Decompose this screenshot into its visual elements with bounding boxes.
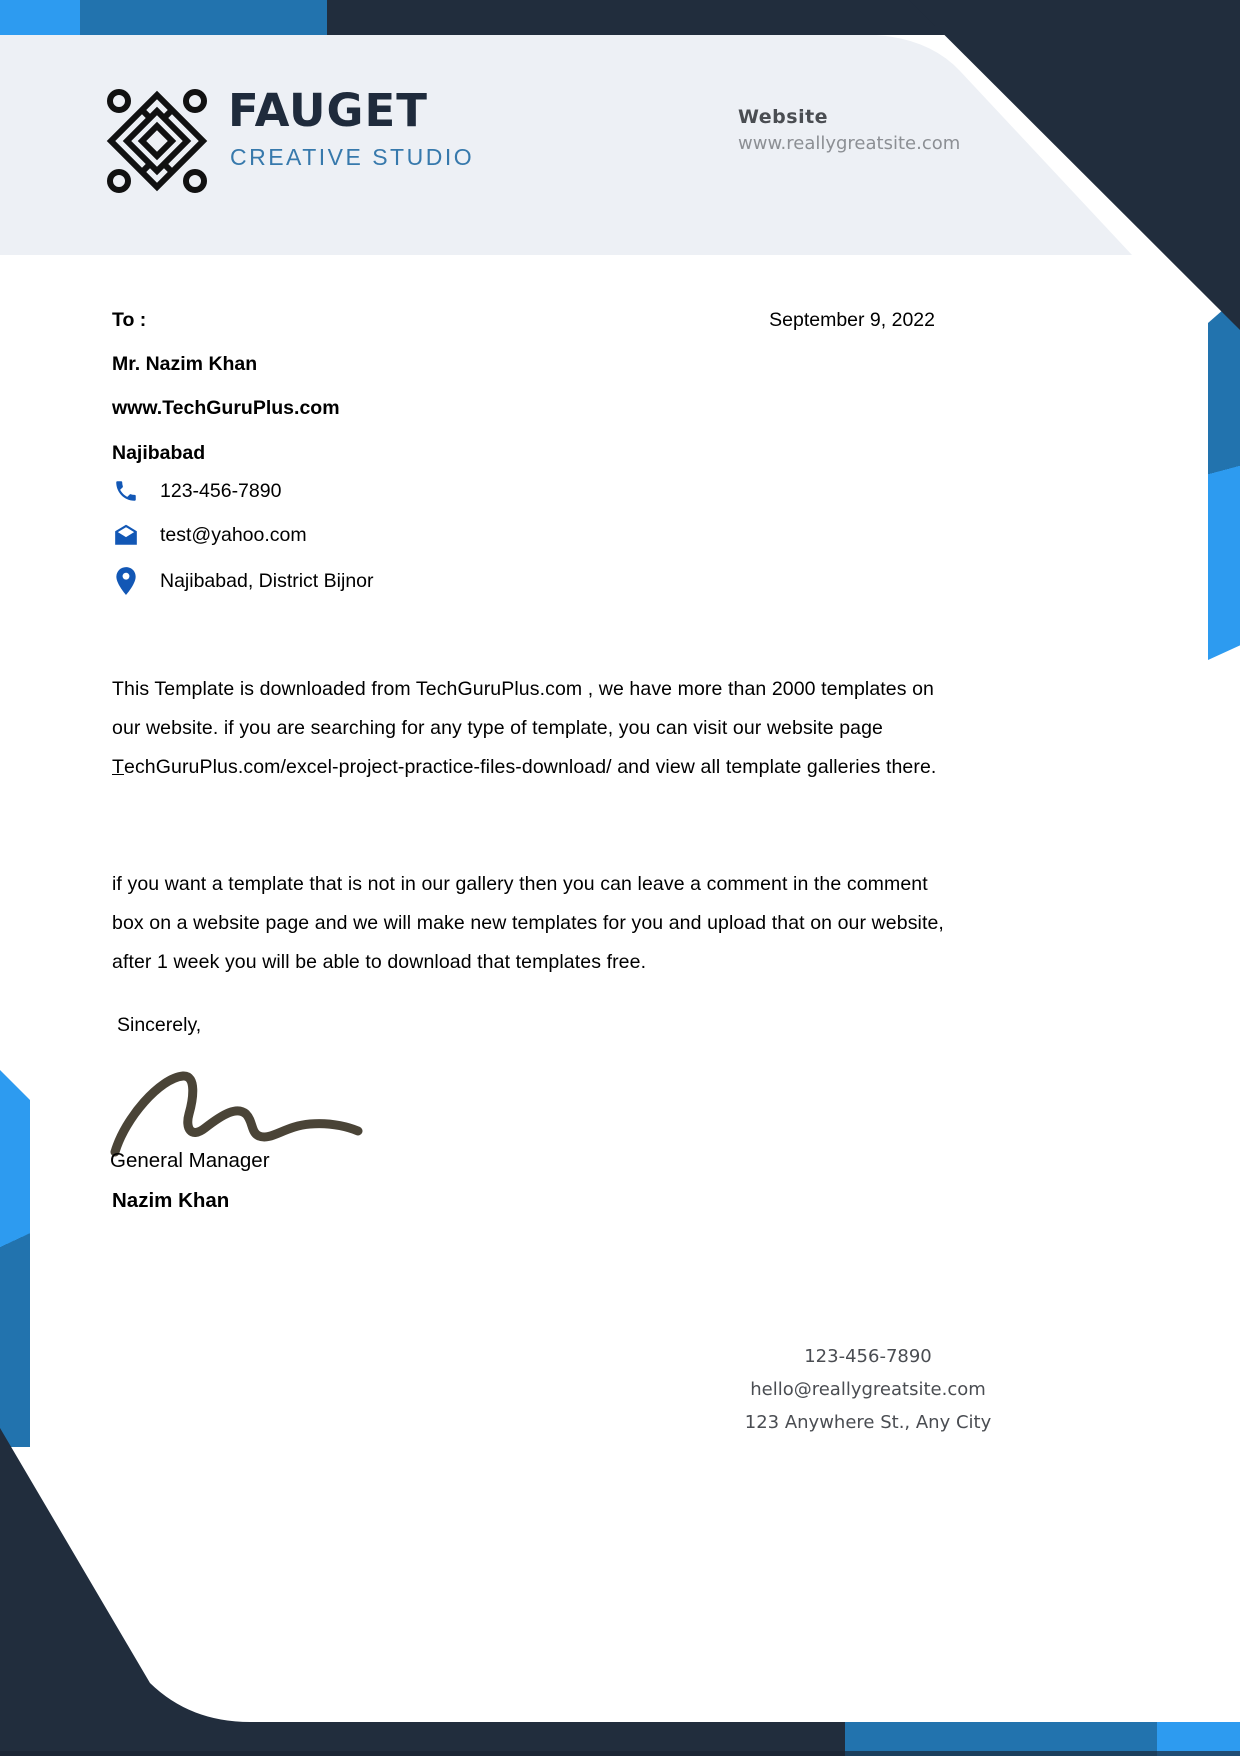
sender-name: Nazim Khan [112, 1189, 230, 1212]
location-pin-icon [112, 566, 140, 596]
contact-address: Najibabad, District Bijnor [160, 569, 374, 592]
recipient-city: Najibabad [112, 442, 206, 464]
body-paragraph-1 [112, 670, 955, 787]
recipient-website: www.TechGuruPlus.com [112, 397, 340, 419]
footer-email: hello@reallygreatsite.com [750, 1379, 986, 1400]
contact-row-address [112, 566, 374, 596]
footer-address: 123 Anywhere St., Any City [744, 1412, 992, 1433]
body-paragraph-2: if you want a template that is not in our gallery then you can leave a comment in the comment box on a website page and we will make new templates for you and upload that on our website, after 1 week you will be able to download that templates free. [112, 872, 944, 973]
contact-phone: 123-456-7890 [160, 479, 282, 502]
contact-row-phone [112, 478, 281, 504]
footer-phone: 123-456-7890 [804, 1346, 932, 1367]
right-edge-accent [1208, 295, 1240, 660]
website-url: www.reallygreatsite.com [738, 133, 961, 154]
contact-row-email [112, 522, 307, 548]
signature-scribble [105, 1066, 367, 1160]
closing-salutation: Sincerely, [117, 1014, 202, 1036]
left-edge-accent [0, 1065, 30, 1447]
envelope-icon [112, 522, 140, 548]
company-logo-icon [106, 86, 208, 196]
bottom-edge-line [0, 1751, 1240, 1756]
website-label: Website [738, 106, 829, 128]
website-block [738, 106, 960, 154]
sender-title: General Manager [110, 1149, 270, 1172]
bottom-left-corner-wedge [0, 1400, 360, 1756]
paragraph1-text-b: echGuruPlus.com/excel-project-practice-files-download/ and view all template galleries there. [124, 755, 937, 778]
brand-name: FAUGET [228, 84, 428, 137]
brand-tagline: CREATIVE STUDIO [230, 144, 475, 170]
recipient-name: Mr. Nazim Khan [112, 353, 258, 375]
letter-date: September 9, 2022 [769, 309, 935, 331]
phone-icon [112, 478, 140, 504]
footer-contact-block [735, 1340, 1001, 1439]
to-label: To : [112, 309, 147, 331]
paragraph1-text-a: This Template is downloaded from TechGuruPlus.com , we have more than 2000 templates on our website. if you are searching for any type of template, you can visit our website page [112, 677, 934, 739]
paragraph1-underlined-letter: T [112, 755, 125, 778]
contact-email: test@yahoo.com [160, 523, 307, 546]
